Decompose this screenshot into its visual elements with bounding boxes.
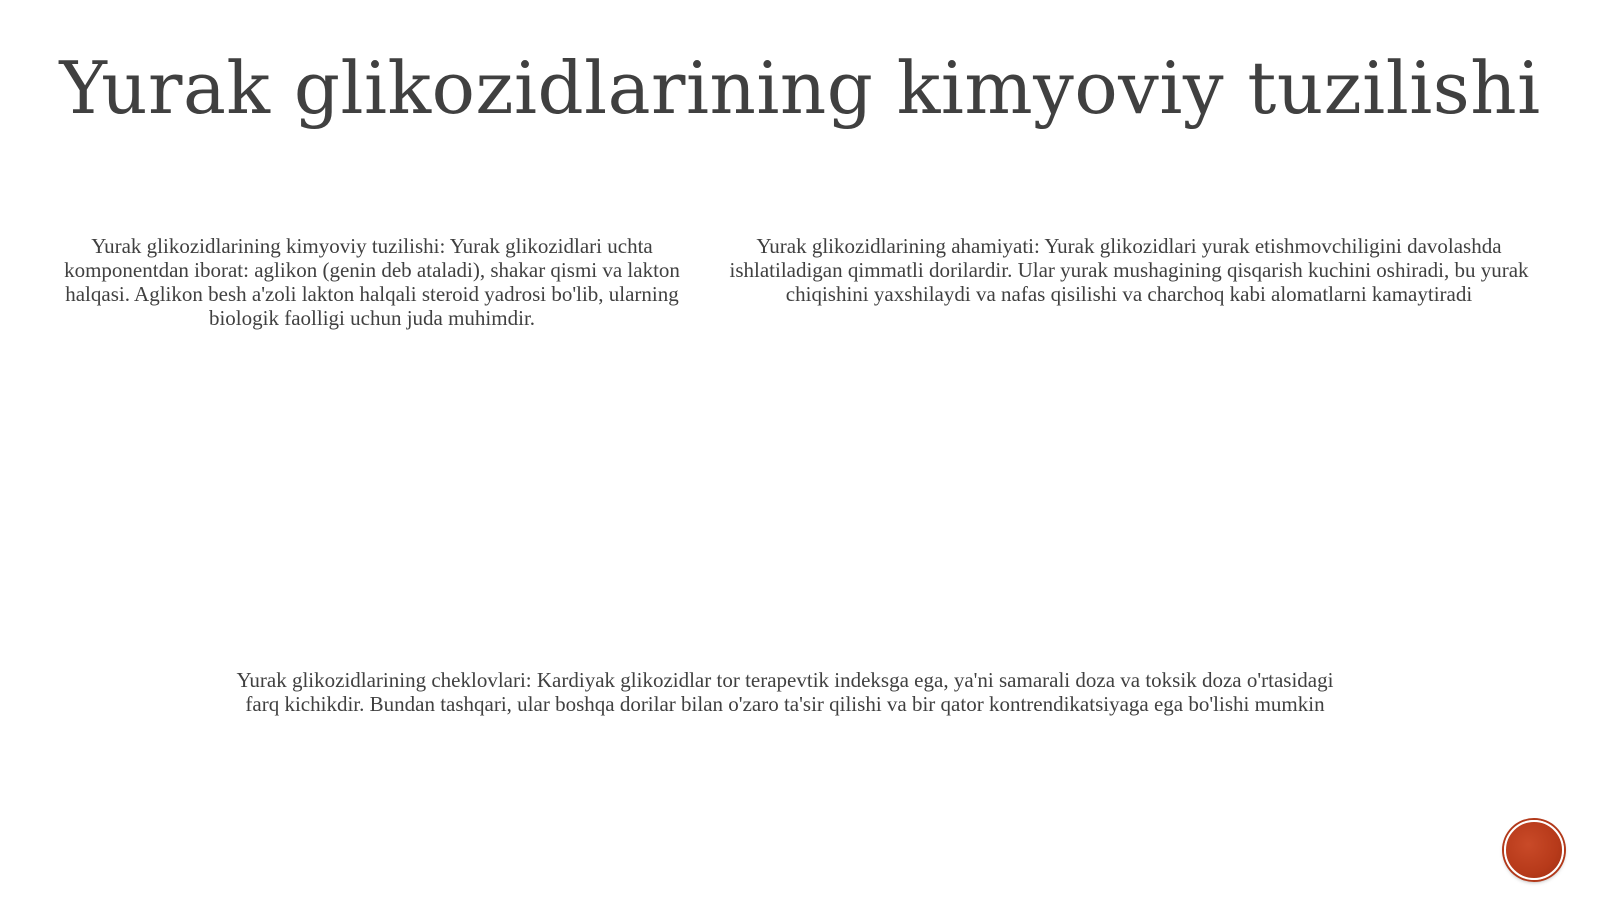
importance-text-block: Yurak glikozidlarining ahamiyati: Yurak glikozidlari yurak etishmovchiligini davolashda ishlatiladigan qimmatli dorilardir. Ular yurak mushagining qisqarish kuchini oshiradi, bu yurak chiqishini yaxshilaydi va nafas qisilishi va charchoq kabi alomatlarni kamaytiradi <box>729 234 1529 306</box>
circle-nav-icon[interactable] <box>1504 820 1564 880</box>
limitations-text-block: Yurak glikozidlarining cheklovlari: Kardiyak glikozidlar tor terapevtik indeksga ega, ya'ni samarali doza va toksik doza o'rtasidagi farq kichikdir. Bundan tashqari, ular boshqa dorilar bilan o'zaro ta'sir qilishi va bir qator kontrendikatsiyaga ega bo'lishi mumkin <box>236 668 1334 716</box>
structure-text-block: Yurak glikozidlarining kimyoviy tuzilishi: Yurak glikozidlari uchta komponentdan iborat: aglikon (genin deb ataladi), shakar qismi va lakton halqasi. Aglikon besh a'zoli lakton halqali steroid yadrosi bo'lib, ularning biologik faolligi uchun juda muhimdir. <box>64 234 680 330</box>
slide-title: Yurak glikozidlarining kimyoviy tuzilishi <box>59 46 1541 130</box>
